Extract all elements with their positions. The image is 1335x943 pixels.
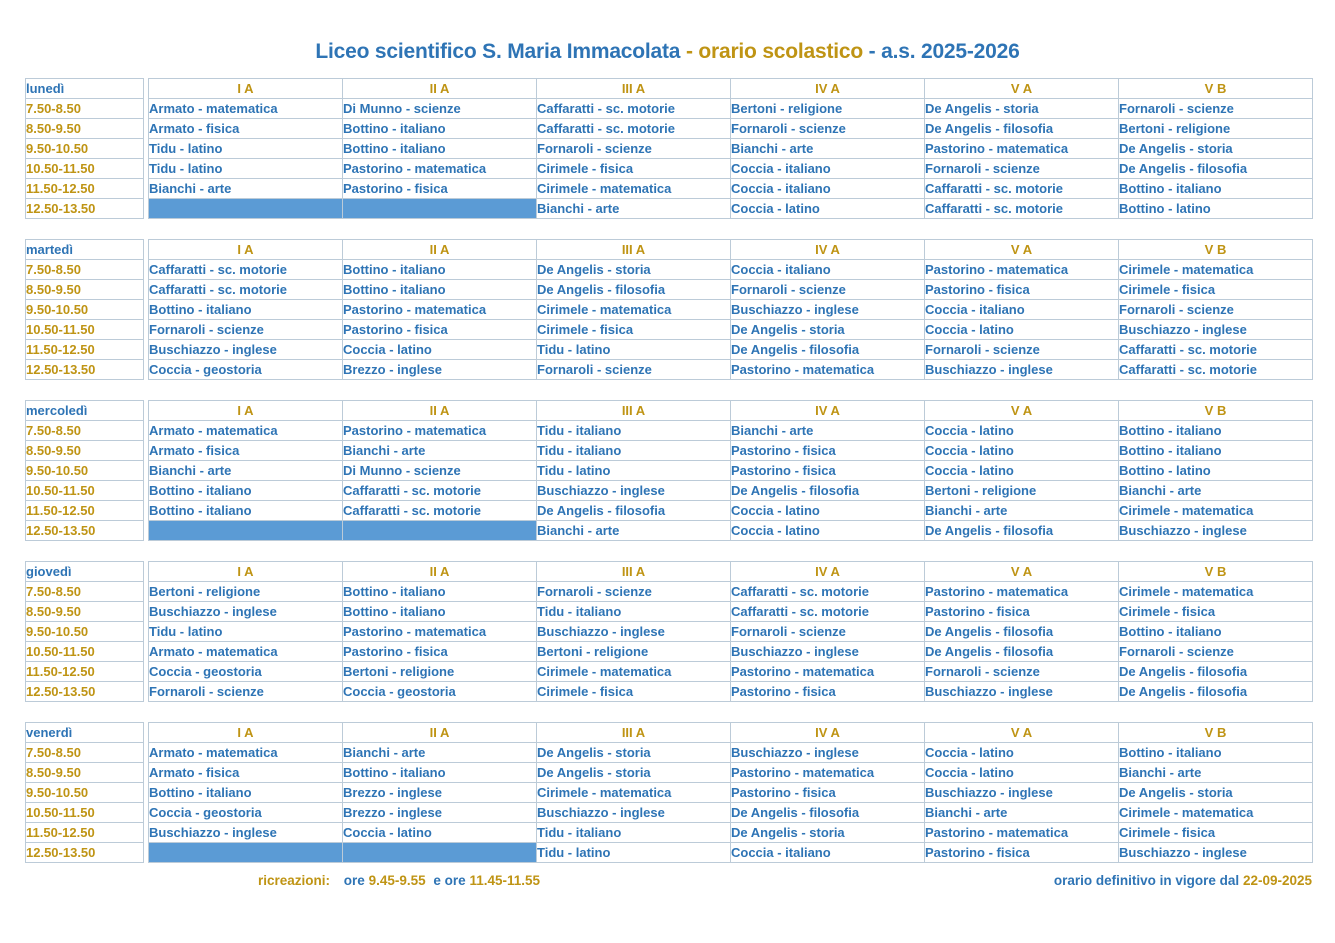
lesson-cell: Cirimele - matematica [537, 300, 731, 320]
lesson-cell: Cirimele - fisica [537, 159, 731, 179]
lesson-cell: De Angelis - filosofia [731, 803, 925, 823]
lesson-cell: De Angelis - filosofia [731, 340, 925, 360]
lesson-cell: Bertoni - religione [343, 662, 537, 682]
lesson-cell: Brezzo - inglese [343, 360, 537, 380]
lesson-cell: Bottino - italiano [149, 300, 343, 320]
lesson-cell: De Angelis - filosofia [925, 521, 1119, 541]
timetable-day-4 [25, 561, 1313, 702]
lesson-cell: Brezzo - inglese [343, 783, 537, 803]
lesson-cell: Pastorino - matematica [343, 300, 537, 320]
lesson-cell: De Angelis - storia [1119, 139, 1313, 159]
lesson-cell: Fornaroli - scienze [537, 139, 731, 159]
timetable-day-5 [25, 722, 1313, 863]
page-title [0, 0, 1335, 64]
lesson-cell: Tidu - latino [149, 159, 343, 179]
day-name: venerdì [26, 723, 144, 743]
lesson-cell: Tidu - latino [149, 139, 343, 159]
title-subtitle: - orario scolastico [685, 40, 864, 63]
lesson-cell: Bottino - italiano [343, 119, 537, 139]
lesson-cell: Bottino - italiano [1119, 421, 1313, 441]
lesson-cell: Bertoni - religione [731, 99, 925, 119]
lesson-cell: Armato - matematica [149, 99, 343, 119]
lesson-cell: Buschiazzo - inglese [149, 823, 343, 843]
lesson-cell: Buschiazzo - inglese [925, 360, 1119, 380]
lesson-cell: De Angelis - filosofia [925, 119, 1119, 139]
breaks-ore2: e ore [433, 873, 466, 888]
time-slot-label: 12.50-13.50 [26, 199, 144, 219]
lesson-cell: Bottino - latino [1119, 461, 1313, 481]
time-slot-label: 11.50-12.50 [26, 823, 144, 843]
title-school-name: Liceo scientifico S. Maria Immacolata [315, 40, 681, 63]
lesson-cell: Cirimele - fisica [537, 682, 731, 702]
title-school-year: - a.s. 2025-2026 [868, 40, 1020, 63]
lesson-cell: Cirimele - fisica [1119, 280, 1313, 300]
lesson-cell: Cirimele - matematica [1119, 582, 1313, 602]
lesson-cell: Tidu - italiano [537, 823, 731, 843]
class-header: III A [537, 79, 731, 99]
lesson-cell: Tidu - italiano [537, 602, 731, 622]
lesson-cell: Caffaratti - sc. motorie [731, 602, 925, 622]
lesson-cell: Cirimele - matematica [537, 783, 731, 803]
timetable-day-3 [25, 400, 1313, 541]
lesson-cell: Caffaratti - sc. motorie [1119, 360, 1313, 380]
lesson-cell: Coccia - latino [925, 743, 1119, 763]
blocked-cell [149, 843, 343, 863]
lesson-cell: Bottino - italiano [343, 280, 537, 300]
lesson-cell: Bottino - italiano [343, 763, 537, 783]
lesson-cell: Caffaratti - sc. motorie [343, 501, 537, 521]
class-header: III A [537, 401, 731, 421]
lesson-cell: Tidu - italiano [537, 421, 731, 441]
time-slot-label: 8.50-9.50 [26, 280, 144, 300]
class-header: III A [537, 240, 731, 260]
lesson-cell: Tidu - latino [537, 843, 731, 863]
lesson-cell: Caffaratti - sc. motorie [925, 199, 1119, 219]
lesson-cell: De Angelis - storia [1119, 783, 1313, 803]
lesson-cell: Tidu - latino [149, 622, 343, 642]
lesson-cell: De Angelis - storia [537, 763, 731, 783]
lesson-cell: Bottino - italiano [1119, 743, 1313, 763]
class-header: II A [343, 562, 537, 582]
lesson-cell: Pastorino - fisica [731, 783, 925, 803]
lesson-cell: Coccia - latino [925, 441, 1119, 461]
lesson-cell: De Angelis - storia [537, 743, 731, 763]
lesson-cell: Di Munno - scienze [343, 461, 537, 481]
blocked-cell [149, 521, 343, 541]
lesson-cell: Armato - fisica [149, 441, 343, 461]
lesson-cell: Coccia - latino [925, 763, 1119, 783]
class-header: IV A [731, 562, 925, 582]
lesson-cell: Pastorino - fisica [343, 179, 537, 199]
lesson-cell: Fornaroli - scienze [537, 360, 731, 380]
class-header: V A [925, 240, 1119, 260]
lesson-cell: Fornaroli - scienze [149, 320, 343, 340]
lesson-cell: Caffaratti - sc. motorie [537, 99, 731, 119]
blocked-cell [343, 843, 537, 863]
lesson-cell: Di Munno - scienze [343, 99, 537, 119]
time-slot-label: 12.50-13.50 [26, 521, 144, 541]
lesson-cell: Bianchi - arte [731, 421, 925, 441]
lesson-cell: Caffaratti - sc. motorie [149, 260, 343, 280]
class-header: IV A [731, 79, 925, 99]
lesson-cell: Fornaroli - scienze [731, 280, 925, 300]
class-header: I A [149, 240, 343, 260]
time-slot-label: 10.50-11.50 [26, 481, 144, 501]
class-header: III A [537, 723, 731, 743]
time-slot-label: 11.50-12.50 [26, 501, 144, 521]
time-slot-label: 7.50-8.50 [26, 743, 144, 763]
class-header: I A [149, 401, 343, 421]
class-header: V B [1119, 723, 1313, 743]
lesson-cell: Bottino - italiano [343, 139, 537, 159]
lesson-cell: Coccia - latino [343, 823, 537, 843]
lesson-cell: Pastorino - fisica [731, 682, 925, 702]
class-header: I A [149, 723, 343, 743]
lesson-cell: Pastorino - matematica [731, 662, 925, 682]
lesson-cell: Pastorino - fisica [925, 843, 1119, 863]
lesson-cell: Tidu - italiano [537, 441, 731, 461]
lesson-cell: Caffaratti - sc. motorie [537, 119, 731, 139]
time-slot-label: 10.50-11.50 [26, 320, 144, 340]
class-header: II A [343, 401, 537, 421]
lesson-cell: Fornaroli - scienze [537, 582, 731, 602]
lesson-cell: Armato - matematica [149, 421, 343, 441]
lesson-cell: Bianchi - arte [537, 521, 731, 541]
lesson-cell: Buschiazzo - inglese [731, 300, 925, 320]
class-header: II A [343, 79, 537, 99]
lesson-cell: Armato - fisica [149, 119, 343, 139]
lesson-cell: Caffaratti - sc. motorie [925, 179, 1119, 199]
lesson-cell: Pastorino - matematica [343, 159, 537, 179]
lesson-cell: Fornaroli - scienze [925, 159, 1119, 179]
class-header: II A [343, 240, 537, 260]
lesson-cell: De Angelis - filosofia [731, 481, 925, 501]
lesson-cell: Pastorino - matematica [925, 823, 1119, 843]
lesson-cell: Coccia - italiano [731, 260, 925, 280]
class-header: V A [925, 562, 1119, 582]
time-slot-label: 9.50-10.50 [26, 139, 144, 159]
lesson-cell: Buschiazzo - inglese [537, 481, 731, 501]
lesson-cell: Bertoni - religione [537, 642, 731, 662]
lesson-cell: De Angelis - storia [731, 320, 925, 340]
lesson-cell: De Angelis - filosofia [537, 280, 731, 300]
time-slot-label: 8.50-9.50 [26, 441, 144, 461]
lesson-cell: Coccia - latino [925, 461, 1119, 481]
effective-label: orario definitivo in vigore dal [1053, 873, 1240, 888]
lesson-cell: Bottino - italiano [1119, 179, 1313, 199]
lesson-cell: Bottino - italiano [149, 783, 343, 803]
lesson-cell: Coccia - italiano [731, 179, 925, 199]
lesson-cell: Coccia - latino [343, 340, 537, 360]
lesson-cell: Bianchi - arte [1119, 763, 1313, 783]
lesson-cell: Fornaroli - scienze [1119, 99, 1313, 119]
lesson-cell: Coccia - latino [925, 421, 1119, 441]
breaks-ore1: ore [343, 873, 365, 888]
lesson-cell: Buschiazzo - inglese [1119, 521, 1313, 541]
time-slot-label: 11.50-12.50 [26, 179, 144, 199]
class-header: V A [925, 723, 1119, 743]
footer [25, 873, 1312, 888]
lesson-cell: Coccia - latino [731, 501, 925, 521]
lesson-cell: Cirimele - matematica [537, 662, 731, 682]
lesson-cell: Coccia - geostoria [149, 803, 343, 823]
lesson-cell: Bottino - italiano [149, 501, 343, 521]
lesson-cell: Pastorino - fisica [731, 441, 925, 461]
lesson-cell: Cirimele - matematica [1119, 501, 1313, 521]
class-header: V A [925, 401, 1119, 421]
lesson-cell: De Angelis - storia [731, 823, 925, 843]
lesson-cell: Pastorino - matematica [925, 139, 1119, 159]
lesson-cell: Bianchi - arte [925, 803, 1119, 823]
time-slot-label: 9.50-10.50 [26, 461, 144, 481]
lesson-cell: Fornaroli - scienze [925, 662, 1119, 682]
lesson-cell: Coccia - geostoria [149, 360, 343, 380]
breaks-label: ricreazioni: [258, 873, 331, 888]
lesson-cell: Caffaratti - sc. motorie [731, 582, 925, 602]
lesson-cell: De Angelis - filosofia [1119, 682, 1313, 702]
lesson-cell: De Angelis - filosofia [1119, 159, 1313, 179]
lesson-cell: Bottino - latino [1119, 199, 1313, 219]
lesson-cell: Pastorino - fisica [925, 280, 1119, 300]
lesson-cell: Buschiazzo - inglese [1119, 843, 1313, 863]
day-name: mercoledì [26, 401, 144, 421]
class-header: I A [149, 79, 343, 99]
lesson-cell: Bianchi - arte [343, 743, 537, 763]
timetables [25, 78, 1312, 863]
lesson-cell: Fornaroli - scienze [149, 682, 343, 702]
time-slot-label: 8.50-9.50 [26, 763, 144, 783]
lesson-cell: Coccia - latino [731, 521, 925, 541]
lesson-cell: Cirimele - fisica [537, 320, 731, 340]
timetable-day-1 [25, 78, 1313, 219]
lesson-cell: Bottino - italiano [149, 481, 343, 501]
lesson-cell: Brezzo - inglese [343, 803, 537, 823]
lesson-cell: Pastorino - matematica [925, 260, 1119, 280]
blocked-cell [149, 199, 343, 219]
lesson-cell: Bertoni - religione [1119, 119, 1313, 139]
time-slot-label: 7.50-8.50 [26, 260, 144, 280]
lesson-cell: Pastorino - fisica [343, 642, 537, 662]
lesson-cell: Bianchi - arte [731, 139, 925, 159]
time-slot-label: 12.50-13.50 [26, 682, 144, 702]
day-name: martedì [26, 240, 144, 260]
lesson-cell: Bottino - italiano [1119, 622, 1313, 642]
lesson-cell: Pastorino - fisica [731, 461, 925, 481]
lesson-cell: Armato - fisica [149, 763, 343, 783]
class-header: IV A [731, 723, 925, 743]
lesson-cell: Pastorino - fisica [343, 320, 537, 340]
day-name: lunedì [26, 79, 144, 99]
lesson-cell: Armato - matematica [149, 642, 343, 662]
lesson-cell: Bianchi - arte [149, 179, 343, 199]
lesson-cell: Coccia - geostoria [149, 662, 343, 682]
lesson-cell: Coccia - geostoria [343, 682, 537, 702]
lesson-cell: De Angelis - filosofia [925, 642, 1119, 662]
time-slot-label: 12.50-13.50 [26, 843, 144, 863]
breaks-time1: 9.45-9.55 [368, 873, 426, 888]
lesson-cell: Pastorino - matematica [343, 622, 537, 642]
lesson-cell: Bertoni - religione [149, 582, 343, 602]
class-header: III A [537, 562, 731, 582]
lesson-cell: Fornaroli - scienze [925, 340, 1119, 360]
time-slot-label: 8.50-9.50 [26, 119, 144, 139]
effective-date: 22-09-2025 [1242, 873, 1312, 888]
lesson-cell: Coccia - italiano [731, 843, 925, 863]
lesson-cell: Fornaroli - scienze [1119, 642, 1313, 662]
lesson-cell: Cirimele - fisica [1119, 602, 1313, 622]
lesson-cell: Bottino - italiano [1119, 441, 1313, 461]
time-slot-label: 7.50-8.50 [26, 421, 144, 441]
lesson-cell: Bianchi - arte [149, 461, 343, 481]
lesson-cell: Fornaroli - scienze [1119, 300, 1313, 320]
class-header: V B [1119, 79, 1313, 99]
lesson-cell: De Angelis - storia [925, 99, 1119, 119]
blocked-cell [343, 521, 537, 541]
lesson-cell: Pastorino - matematica [731, 360, 925, 380]
lesson-cell: Buschiazzo - inglese [925, 682, 1119, 702]
time-slot-label: 12.50-13.50 [26, 360, 144, 380]
lesson-cell: Coccia - italiano [925, 300, 1119, 320]
lesson-cell: De Angelis - storia [537, 260, 731, 280]
lesson-cell: Bertoni - religione [925, 481, 1119, 501]
lesson-cell: Coccia - italiano [731, 159, 925, 179]
time-slot-label: 7.50-8.50 [26, 582, 144, 602]
lesson-cell: Tidu - latino [537, 340, 731, 360]
class-header: II A [343, 723, 537, 743]
time-slot-label: 7.50-8.50 [26, 99, 144, 119]
lesson-cell: Cirimele - matematica [1119, 803, 1313, 823]
blocked-cell [343, 199, 537, 219]
time-slot-label: 11.50-12.50 [26, 662, 144, 682]
lesson-cell: Cirimele - matematica [1119, 260, 1313, 280]
time-slot-label: 9.50-10.50 [26, 783, 144, 803]
time-slot-label: 11.50-12.50 [26, 340, 144, 360]
lesson-cell: Buschiazzo - inglese [731, 743, 925, 763]
class-header: I A [149, 562, 343, 582]
lesson-cell: Pastorino - matematica [925, 582, 1119, 602]
lesson-cell: Buschiazzo - inglese [149, 602, 343, 622]
lesson-cell: Pastorino - matematica [343, 421, 537, 441]
lesson-cell: Bottino - italiano [343, 260, 537, 280]
lesson-cell: Cirimele - fisica [1119, 823, 1313, 843]
lesson-cell: Buschiazzo - inglese [537, 622, 731, 642]
time-slot-label: 9.50-10.50 [26, 300, 144, 320]
lesson-cell: Coccia - latino [731, 199, 925, 219]
lesson-cell: De Angelis - filosofia [925, 622, 1119, 642]
lesson-cell: Armato - matematica [149, 743, 343, 763]
timetable-day-2 [25, 239, 1313, 380]
lesson-cell: Caffaratti - sc. motorie [343, 481, 537, 501]
time-slot-label: 10.50-11.50 [26, 803, 144, 823]
time-slot-label: 10.50-11.50 [26, 642, 144, 662]
lesson-cell: Coccia - latino [925, 320, 1119, 340]
lesson-cell: Bianchi - arte [537, 199, 731, 219]
breaks-time2: 11.45-11.55 [469, 873, 541, 888]
lesson-cell: Buschiazzo - inglese [537, 803, 731, 823]
effective-date-note [1054, 873, 1312, 888]
day-name: giovedì [26, 562, 144, 582]
lesson-cell: Bianchi - arte [925, 501, 1119, 521]
lesson-cell: Caffaratti - sc. motorie [149, 280, 343, 300]
lesson-cell: Bianchi - arte [1119, 481, 1313, 501]
breaks-note [25, 873, 540, 888]
lesson-cell: Fornaroli - scienze [731, 119, 925, 139]
class-header: IV A [731, 240, 925, 260]
class-header: V B [1119, 401, 1313, 421]
lesson-cell: Pastorino - fisica [925, 602, 1119, 622]
time-slot-label: 10.50-11.50 [26, 159, 144, 179]
lesson-cell: Bottino - italiano [343, 602, 537, 622]
class-header: V B [1119, 240, 1313, 260]
lesson-cell: Pastorino - matematica [731, 763, 925, 783]
lesson-cell: Fornaroli - scienze [731, 622, 925, 642]
lesson-cell: Bianchi - arte [343, 441, 537, 461]
lesson-cell: Bottino - italiano [343, 582, 537, 602]
class-header: IV A [731, 401, 925, 421]
lesson-cell: Caffaratti - sc. motorie [1119, 340, 1313, 360]
lesson-cell: De Angelis - filosofia [537, 501, 731, 521]
lesson-cell: Buschiazzo - inglese [1119, 320, 1313, 340]
lesson-cell: Buschiazzo - inglese [149, 340, 343, 360]
class-header: V A [925, 79, 1119, 99]
lesson-cell: Tidu - latino [537, 461, 731, 481]
lesson-cell: Cirimele - matematica [537, 179, 731, 199]
lesson-cell: Buschiazzo - inglese [731, 642, 925, 662]
class-header: V B [1119, 562, 1313, 582]
time-slot-label: 8.50-9.50 [26, 602, 144, 622]
time-slot-label: 9.50-10.50 [26, 622, 144, 642]
lesson-cell: De Angelis - filosofia [1119, 662, 1313, 682]
lesson-cell: Buschiazzo - inglese [925, 783, 1119, 803]
